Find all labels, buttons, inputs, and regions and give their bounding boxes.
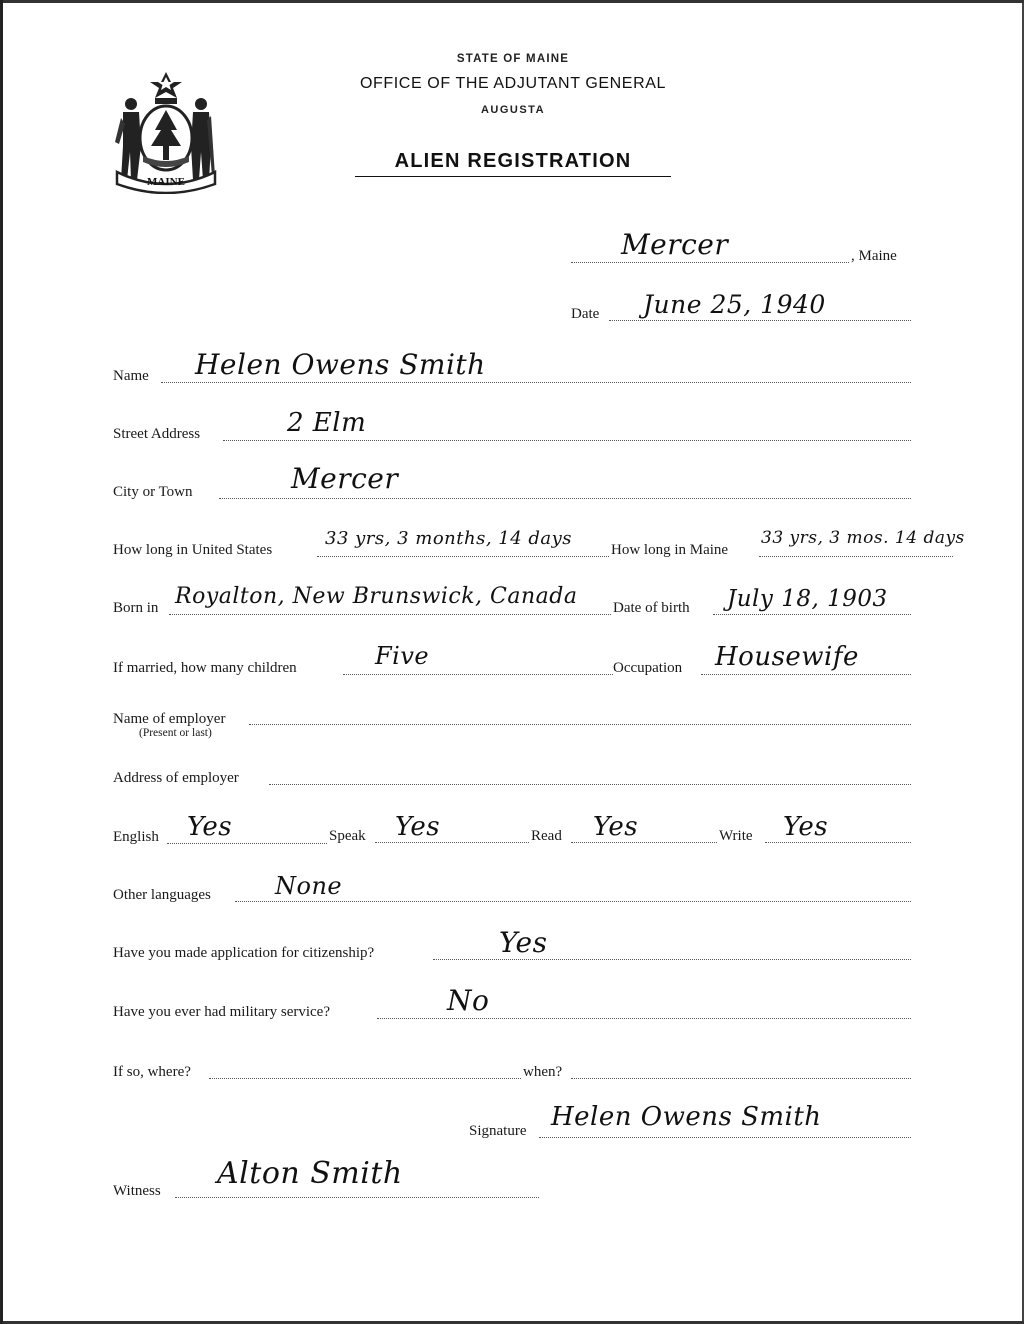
children-value[interactable]: Five: [375, 642, 430, 670]
date-line: [609, 320, 911, 321]
witness-line: [175, 1197, 539, 1198]
other-languages-label: Other languages: [113, 887, 211, 903]
date-label: Date: [571, 306, 600, 322]
town-line: [571, 262, 849, 263]
header-city: AUGUSTA: [480, 104, 546, 116]
how-long-us-line: [317, 556, 609, 557]
born-in-line: [169, 614, 611, 615]
occupation-value[interactable]: Housewife: [715, 642, 859, 672]
military-value[interactable]: No: [447, 984, 490, 1017]
employer-label: Name of employer: [113, 711, 226, 727]
read-label: Read: [531, 828, 562, 844]
date-value[interactable]: June 25, 1940: [643, 290, 826, 319]
scan-edge-top: [3, 0, 1024, 3]
other-languages-value[interactable]: None: [275, 872, 343, 900]
maine-label: , Maine: [851, 248, 897, 264]
speak-value[interactable]: Yes: [395, 812, 441, 842]
english-label: English: [113, 829, 159, 845]
witness-value[interactable]: Alton Smith: [217, 1156, 403, 1191]
signature-label: Signature: [469, 1123, 527, 1139]
seal-motto-banner: MAINE: [147, 176, 185, 188]
how-long-maine-label: How long in Maine: [611, 542, 729, 558]
date-of-birth-line: [713, 614, 911, 615]
name-value[interactable]: Helen Owens Smith: [195, 348, 486, 381]
citizenship-line: [433, 959, 911, 960]
write-value[interactable]: Yes: [783, 812, 829, 842]
name-label: Name: [113, 368, 149, 384]
citizenship-label: Have you made application for citizenship?: [113, 945, 375, 961]
military-label: Have you ever had military service?: [113, 1004, 330, 1020]
employer-note: (Present or last): [139, 727, 212, 739]
street-line: [223, 440, 911, 441]
children-label: If married, how many children: [113, 660, 297, 676]
read-line: [571, 842, 717, 843]
military-line: [377, 1018, 911, 1019]
street-value[interactable]: 2 Elm: [287, 408, 367, 438]
when-label: when?: [523, 1064, 563, 1080]
write-label: Write: [719, 828, 753, 844]
header-state: STATE OF MAINE: [456, 53, 570, 65]
employer-address-label: Address of employer: [113, 770, 239, 786]
city-value[interactable]: Mercer: [291, 462, 399, 495]
employer-line: [249, 724, 911, 725]
how-long-us-value[interactable]: 33 yrs, 3 months, 14 days: [325, 528, 573, 549]
witness-label: Witness: [113, 1183, 161, 1199]
born-in-label: Born in: [113, 600, 159, 616]
when-line: [571, 1078, 911, 1079]
name-line: [161, 382, 911, 383]
form-title: ALIEN REGISTRATION: [355, 150, 671, 177]
how-long-maine-value[interactable]: 33 yrs, 3 mos. 14 days: [761, 528, 965, 548]
town-value[interactable]: Mercer: [621, 228, 729, 261]
maine-state-seal-icon: [111, 68, 221, 194]
write-line: [765, 842, 911, 843]
other-languages-line: [235, 901, 911, 902]
how-long-maine-line: [759, 556, 953, 557]
speak-label: Speak: [329, 828, 366, 844]
english-value[interactable]: Yes: [187, 812, 233, 842]
date-of-birth-value[interactable]: July 18, 1903: [727, 586, 888, 612]
read-value[interactable]: Yes: [593, 812, 639, 842]
how-long-us-label: How long in United States: [113, 542, 273, 558]
english-line: [167, 843, 327, 844]
street-label: Street Address: [113, 426, 201, 442]
where-label: If so, where?: [113, 1064, 191, 1080]
header-office: OFFICE OF THE ADJUTANT GENERAL: [359, 75, 667, 92]
where-line: [209, 1078, 521, 1079]
date-of-birth-label: Date of birth: [613, 600, 690, 616]
occupation-label: Occupation: [613, 660, 683, 676]
signature-value[interactable]: Helen Owens Smith: [551, 1102, 822, 1132]
children-line: [343, 674, 613, 675]
signature-line: [539, 1137, 911, 1138]
citizenship-value[interactable]: Yes: [499, 926, 548, 959]
speak-line: [375, 842, 529, 843]
city-label: City or Town: [113, 484, 193, 500]
employer-address-line: [269, 784, 911, 785]
occupation-line: [701, 674, 911, 675]
city-line: [219, 498, 911, 499]
born-in-value[interactable]: Royalton, New Brunswick, Canada: [175, 584, 578, 609]
